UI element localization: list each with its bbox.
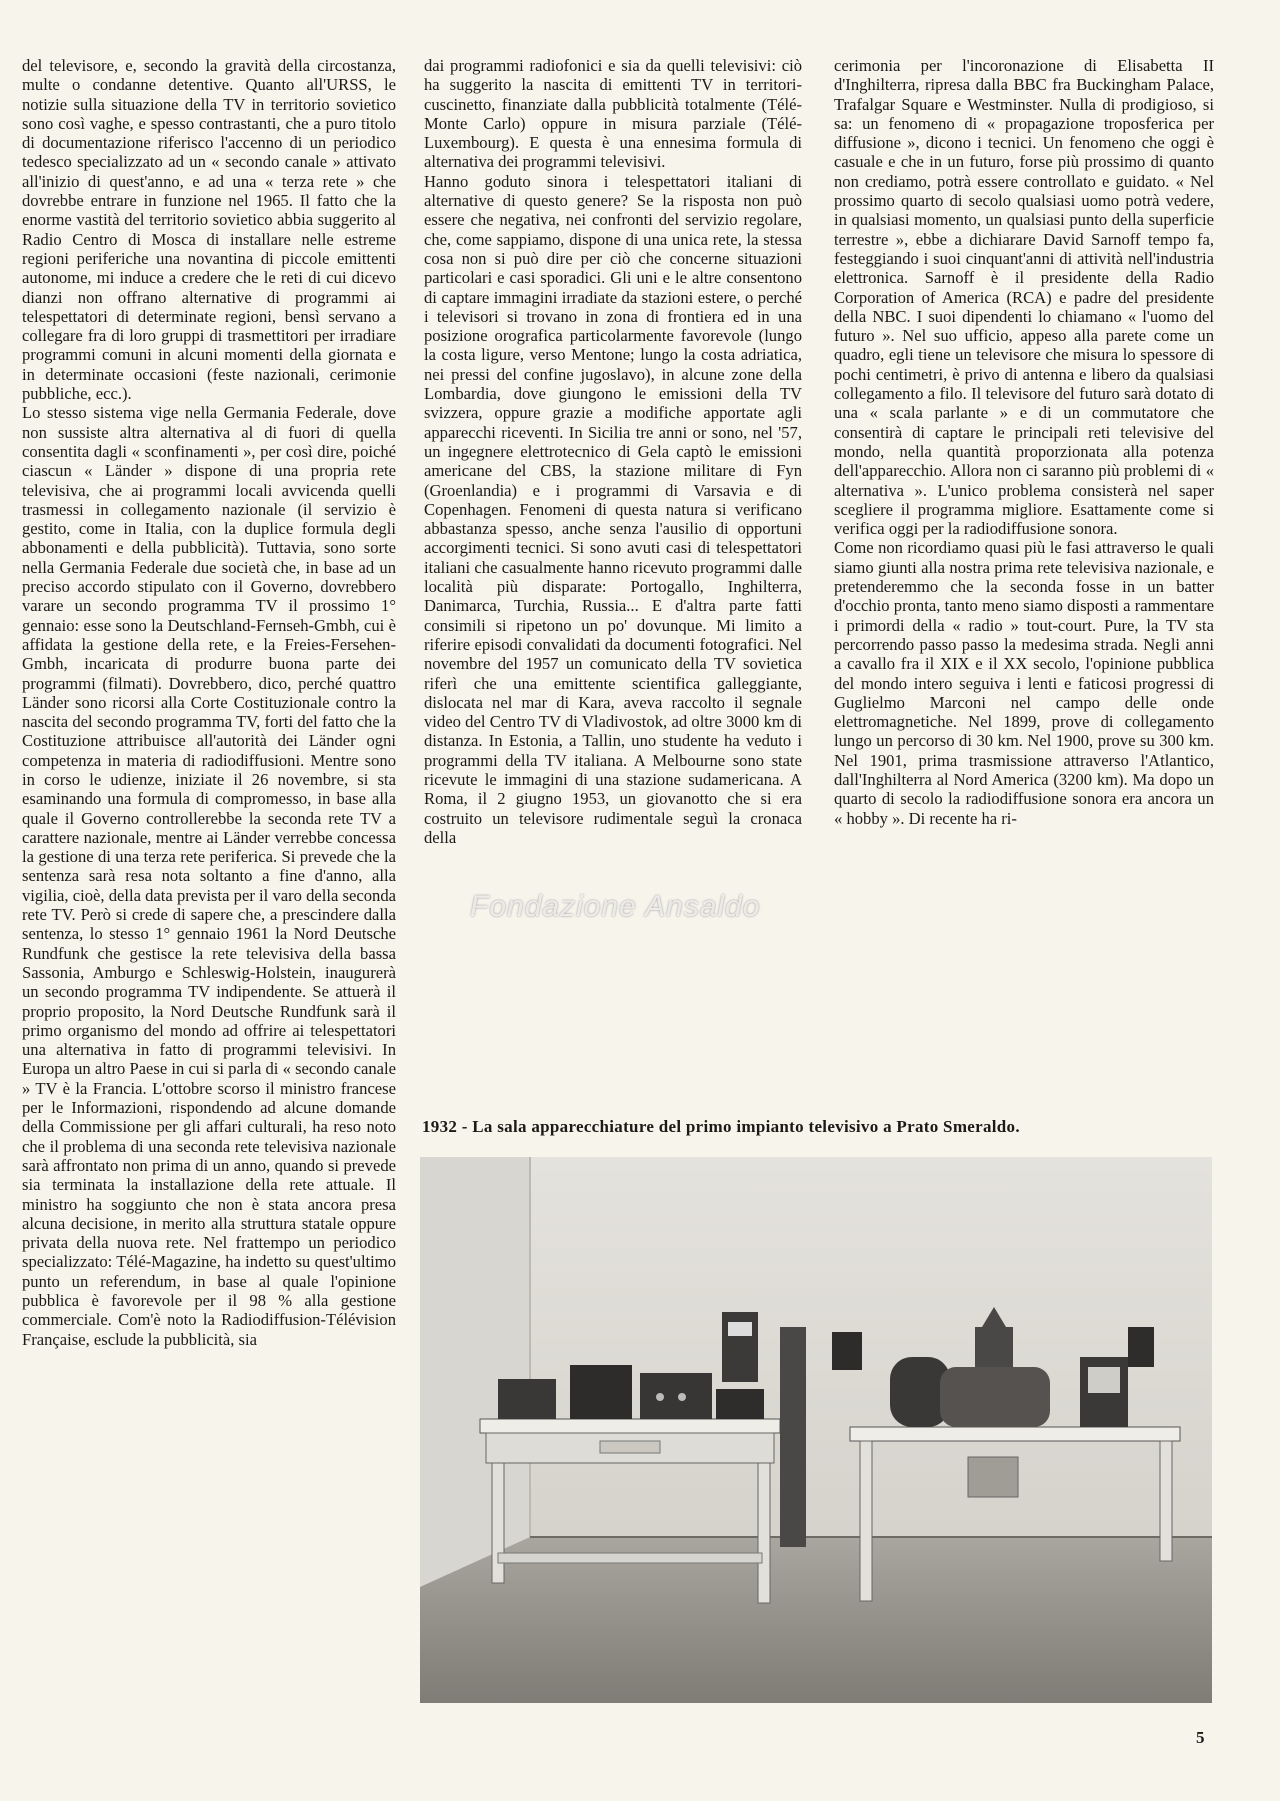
page-number: 5: [1196, 1728, 1205, 1747]
paragraph: dai programmi radiofonici e sia da quelli televisivi: ciò ha suggerito la nascita di emittenti TV in territori-cuscinetto, finanziate dalla pubblicità totalmente (Télé-Monte Carlo) oppure in misura parziale (Télé-Luxembourg). E questa è una ennesima formula di alternativa dei programmi televisivi.: [424, 56, 802, 172]
watermark: Fondazione Ansaldo: [470, 890, 761, 923]
text-column-2: [424, 56, 802, 847]
photo-caption: 1932 - La sala apparecchiature del primo impianto televisivo a Prato Smeraldo.: [422, 1117, 1020, 1136]
text-column-1: [22, 56, 396, 1349]
paragraph: Come non ricordiamo quasi più le fasi attraverso le quali siamo giunti alla nostra prima rete televisiva nazionale, e pretenderemmo che la seconda fosse in un batter d'occhio pronta, tanto meno siamo disposti a rammentare i primordi della « radio » tout-court. Pure, la TV sta percorrendo passo passo la medesima strada. Negli anni a cavallo fra il XIX e il XX secolo, l'opinione pubblica del mondo intero seguiva i lenti e faticosi progressi di Guglielmo Marconi nel campo delle onde elettromagnetiche. Nel 1899, prove di collegamento lungo un percorso di 30 km. Nel 1900, prove su 300 km. Nel 1901, prima trasmissione attraverso l'Atlantico, dall'Inghilterra al Nord America (3200 km). Ma dopo un quarto di secolo la radiodiffusione sonora era ancora un « hobby ». Di recente ha ri-: [834, 538, 1214, 828]
equipment-room-photo: [420, 1157, 1212, 1703]
equipment-room-illustration: [420, 1157, 1212, 1703]
paragraph: cerimonia per l'incoronazione di Elisabetta II d'Inghilterra, ripresa dalla BBC fra Buckingham Palace, Trafalgar Square e Westminster. Nulla di prodigioso, si sa: un fenomeno di « propagazione troposferica per diffusione », dicono i tecnici. Un fenomeno che oggi è casuale e che in un futuro, forse più prossimo di quanto non crediamo, potrà essere controllato e guidato. « Nel prossimo quarto di secolo qualsiasi uomo potrà vedere, in qualsiasi momento, un qualsiasi punto della superficie terrestre », ebbe a dichiarare David Sarnoff tempo fa, festeggiando i suoi cinquant'anni di attività nell'industria elettronica. Sarnoff è il presidente della Radio Corporation of America (RCA) e padre del presidente della NBC. I suoi dipendenti lo chiamano « l'uomo del futuro ». Nel suo ufficio, appeso alla parete come un quadro, egli tiene un televisore che misura lo spessore di pochi centimetri, è privo di antenna e libero da qualsiasi collegamento a filo. Il televisore del futuro sarà dotato di una « scala parlante » e di un commutatore che consentirà di captare le principali reti televisive del mondo, nella quantità proporzionata alla potenza dell'apparecchio. Allora non ci saranno più problemi di « alternativa ». L'unico problema consisterà nel saper scegliere il programma migliore. Esattamente come si verifica oggi per la radiodiffusione sonora.: [834, 56, 1214, 539]
paragraph: del televisore, e, secondo la gravità della circostanza, multe o condanne detentive. Quanto all'URSS, le notizie sulla situazione della TV in territorio sovietico sono così vaghe, e spesso contrastanti, che a puro titolo di documentazione riferisco l'accenno di un periodico tedesco specializzato ad un « secondo canale » attivato all'inizio di quest'anno, e ad una « terza rete » che dovrebbe entrare in funzione nel 1965. Il fatto che la enorme vastità del territorio sovietico abbia suggerito al Radio Centro di Mosca di installare nelle estreme regioni periferiche una novantina di piccole emittenti autonome, mi induce a credere che le reti di cui dicevo dianzi non offrano alternative di programmi ai telespettatori di determinate regioni, bensì servano a collegare fra di loro gruppi di trasmettitori per irradiare programmi comuni in alcuni momenti della giornata e in determinate occasioni (feste nazionali, cerimonie pubbliche, ecc.).: [22, 56, 396, 404]
text-column-3: [834, 56, 1214, 828]
paragraph: Lo stesso sistema vige nella Germania Federale, dove non sussiste altra alternativa al di fuori di quella consentita dagli « sconfinamenti », per così dire, poiché ciascun « Länder » dispone di una propria rete televisiva, che ai programmi locali avvicenda quelli trasmessi in collegamento nazionale (il servizio è gestito, come in Italia, con la duplice formula degli abbonamenti e della pubblicità). Tuttavia, sono sorte nella Germania Federale due società che, in base ad un preciso accordo stipulato con il Governo, dovrebbero varare un secondo programma TV il prossimo 1° gennaio: esse sono la Deutschland-Fernseh-Gmbh, cui è affidata la gestione della rete, e la Freies-Fersehen-Gmbh, incaricata di produrre buona parte dei programmi (filmati). Dovrebbero, dico, perché quattro Länder sono ricorsi alla Corte Costituzionale contro la nascita del secondo programma TV, forti del fatto che la Costituzione attribuisce all'autorità dei Länder ogni competenza in materia di radiodiffusioni. Mentre sono in corso le udienze, iniziate il 26 novembre, si sta esaminando una formula di compromesso, in base alla quale il Governo controllerebbe la seconda rete TV a carattere nazionale, mentre ai Länder verrebbe concessa la gestione di una terza rete periferica. Si prevede che la sentenza sarà resa nota soltanto a fine d'anno, alla vigilia, cioè, della data prevista per il varo della seconda rete TV. Però si crede di sapere che, a prescindere dalla sentenza, lo stesso 1° gennaio 1961 la Nord Deutsche Rundfunk che gestisce la rete televisiva della bassa Sassonia, Amburgo e Schleswig-Holstein, inaugurerà un secondo programma TV indipendente. Se attuerà il proprio proposito, la Nord Deutsche Rundfunk sarà il primo organismo del mondo ad offrire ai telespettatori una alternativa in fatto di programmi televisivi. In Europa un altro Paese in cui si parla di « secondo canale » TV è la Francia. L'ottobre scorso il ministro francese per le Informazioni, rispondendo ad alcune domande della Commissione per gli affari culturali, ha reso noto che il problema di una seconda rete televisiva nazionale sarà affrontato non prima di un anno, quando si prevede sia terminata la installazione della rete attuale. Il ministro ha soggiunto che non è stata ancora presa alcuna decisione, in merito alla struttura statale oppure privata della nuova rete. Nel frattempo un periodico specializzato: Télé-Magazine, ha indetto su quest'ultimo punto un referendum, in base al quale l'opinione pubblica è favorevole per il 98 % alla gestione commerciale. Com'è noto la Radiodiffusion-Télévision Française, esclude la pubblicità, sia: [22, 403, 396, 1349]
paragraph: Hanno goduto sinora i telespettatori italiani di alternative di questo genere? Se la risposta non può essere che negativa, nei confronti del servizio regolare, che, come sappiamo, dispone di una unica rete, la stessa cosa non si può dire per ciò che concerne situazioni particolari e casi sporadici. Gli uni e le altre consentono di captare immagini irradiate da stazioni estere, o perché i televisori si trovano in zona di frontiera ed in una posizione orografica particolarmente favorevole (lungo la costa ligure, verso Mentone; lungo la costa adriatica, nei pressi del confine jugoslavo), in alcune zone della Lombardia, dove giungono le emissioni della TV svizzera, oppure grazie a modifiche apportate agli apparecchi riceventi. In Sicilia tre anni or sono, nel '57, un ingegnere elettrotecnico di Gela captò le emissioni americane del CBS, la stazione militare di Fyn (Groenlandia) e i programmi di Varsavia e di Copenhagen. Fenomeni di questa natura si verificano abbastanza spesso, anche senza l'ausilio di opportuni accorgimenti tecnici. Si sono avuti casi di telespettatori italiani che casualmente hanno ricevuto programmi dalle località più disparate: Portogallo, Inghilterra, Danimarca, Turchia, Russia... E d'altra parte fatti consimili si ripetono un po' dovunque. Mi limito a riferire episodi convalidati da documenti fotografici. Nel novembre del 1957 un comunicato della TV sovietica riferì che una emittente scientifica galleggiante, dislocata nel mar di Kara, aveva raccolto il segnale video del Centro TV di Vladivostok, ad oltre 3000 km di distanza. In Estonia, a Tallin, uno studente ha veduto i programmi della TV italiana. A Melbourne sono state ricevute le immagini di una stazione sudamericana. A Roma, il 2 giugno 1953, un giovanotto che si era costruito un televisore rudimentale seguì la cronaca della: [424, 171, 802, 847]
